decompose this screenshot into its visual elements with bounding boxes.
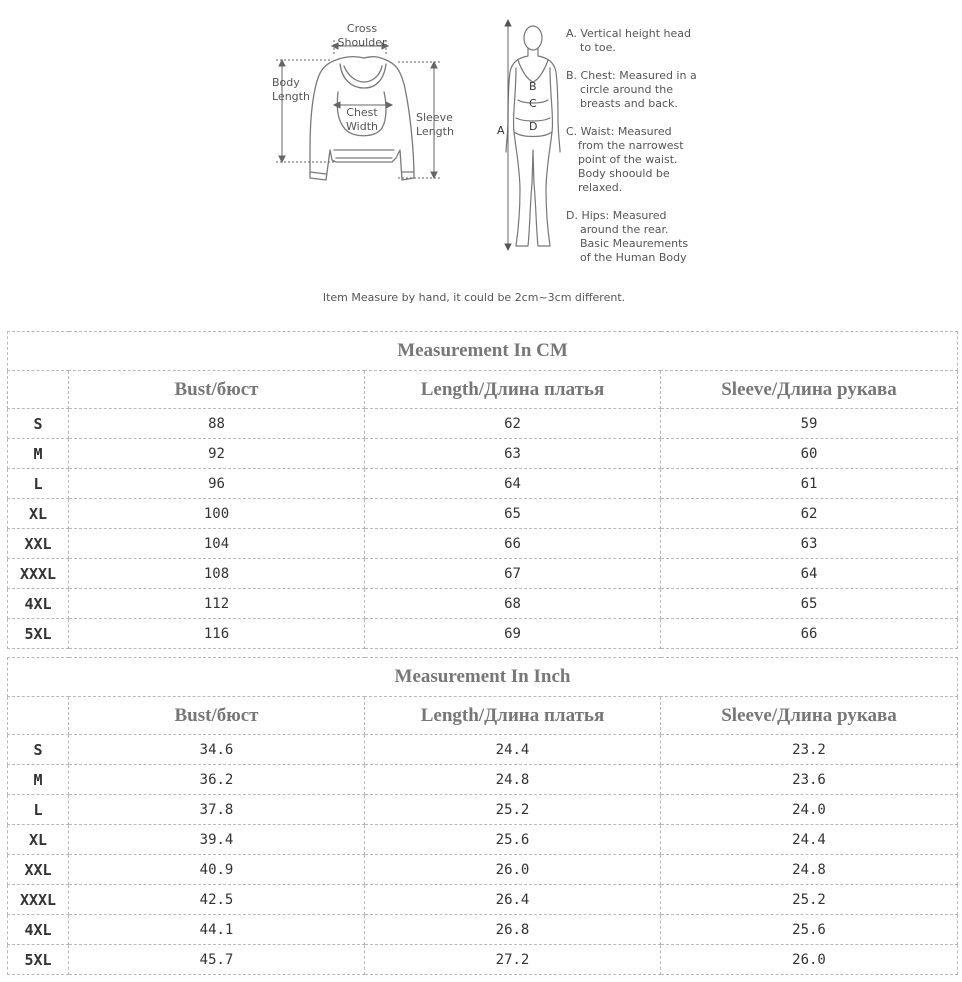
table-row xyxy=(8,439,958,469)
bust-cell: 116 xyxy=(69,619,365,649)
size-cell: XXL xyxy=(8,529,69,559)
size-cell: M xyxy=(8,439,69,469)
length-cell: 67 xyxy=(365,559,661,589)
length-header: Length/Длина платья xyxy=(365,371,661,409)
length-cell: 69 xyxy=(365,619,661,649)
sleeve-cell: 60 xyxy=(661,439,958,469)
size-cell: L xyxy=(8,469,69,499)
bust-cell: 104 xyxy=(69,529,365,559)
sleeve-cell: 24.8 xyxy=(661,855,958,885)
bust-header: Bust/бюст xyxy=(69,697,365,735)
bust-cell: 39.4 xyxy=(69,825,365,855)
table-caption: Measurement In Inch xyxy=(8,658,958,697)
sleeve-cell: 59 xyxy=(661,409,958,439)
sleeve-header: Sleeve/Длина рукава xyxy=(661,371,958,409)
length-cell: 65 xyxy=(365,499,661,529)
sleeve-cell: 61 xyxy=(661,469,958,499)
bust-cell: 45.7 xyxy=(69,945,365,975)
sleeve-cell: 63 xyxy=(661,529,958,559)
bust-cell: 92 xyxy=(69,439,365,469)
table-row xyxy=(8,825,958,855)
bust-cell: 112 xyxy=(69,589,365,619)
length-cell: 62 xyxy=(365,409,661,439)
sleeve-cell: 25.6 xyxy=(661,915,958,945)
sweater-collar xyxy=(340,64,386,88)
table-header-row xyxy=(8,371,958,409)
size-cell: XL xyxy=(8,825,69,855)
sweater-drawing xyxy=(0,0,962,320)
legend-d: D. Hips: Measured around the rear. Basic Meaurements of the Human Body xyxy=(566,209,689,264)
bust-cell: 36.2 xyxy=(69,765,365,795)
size-cell: S xyxy=(8,409,69,439)
sleeve-cell: 24.0 xyxy=(661,795,958,825)
sleeve-length-label: Sleeve Length xyxy=(416,111,454,138)
length-cell: 25.6 xyxy=(365,825,661,855)
sleeve-cell: 62 xyxy=(661,499,958,529)
marker-d: D xyxy=(529,120,538,133)
table-row xyxy=(8,499,958,529)
size-cell: 4XL xyxy=(8,915,69,945)
table-row xyxy=(8,409,958,439)
bust-cell: 40.9 xyxy=(69,855,365,885)
table-row xyxy=(8,765,958,795)
sleeve-cell: 26.0 xyxy=(661,945,958,975)
table-row xyxy=(8,945,958,975)
length-cell: 24.8 xyxy=(365,765,661,795)
size-cell: XXXL xyxy=(8,885,69,915)
length-cell: 24.4 xyxy=(365,735,661,765)
marker-c: C xyxy=(529,97,537,110)
legend-b: B. Chest: Measured in a circle around the breasts and back. xyxy=(566,69,697,110)
table-header-row xyxy=(8,697,958,735)
table-caption-row xyxy=(8,332,958,371)
sleeve-cell: 24.4 xyxy=(661,825,958,855)
cm-size-table xyxy=(7,331,958,649)
length-cell: 27.2 xyxy=(365,945,661,975)
marker-b: B xyxy=(529,80,537,93)
table-row xyxy=(8,619,958,649)
length-cell: 26.0 xyxy=(365,855,661,885)
size-cell: S xyxy=(8,735,69,765)
cross-shoulder-label: Cross Shoulder xyxy=(337,22,387,49)
size-cell: 4XL xyxy=(8,589,69,619)
size-cell: XL xyxy=(8,499,69,529)
sleeve-cell: 65 xyxy=(661,589,958,619)
sleeve-cell: 25.2 xyxy=(661,885,958,915)
length-cell: 68 xyxy=(365,589,661,619)
size-cell: 5XL xyxy=(8,945,69,975)
length-cell: 26.4 xyxy=(365,885,661,915)
length-cell: 64 xyxy=(365,469,661,499)
size-cell: M xyxy=(8,765,69,795)
chest-width-label: Chest Width xyxy=(346,106,378,133)
bust-cell: 34.6 xyxy=(69,735,365,765)
table-row xyxy=(8,735,958,765)
size-cell: XXXL xyxy=(8,559,69,589)
legend-a: A. Vertical height head to toe. xyxy=(566,27,692,54)
table-row xyxy=(8,915,958,945)
bust-cell: 96 xyxy=(69,469,365,499)
length-cell: 63 xyxy=(365,439,661,469)
table-row xyxy=(8,795,958,825)
sleeve-cell: 23.6 xyxy=(661,765,958,795)
bust-cell: 44.1 xyxy=(69,915,365,945)
sleeve-cell: 64 xyxy=(661,559,958,589)
table-caption-row xyxy=(8,658,958,697)
table-row xyxy=(8,589,958,619)
table-caption: Measurement In CM xyxy=(8,332,958,371)
size-header xyxy=(8,371,69,409)
bust-cell: 37.8 xyxy=(69,795,365,825)
inch-size-table xyxy=(7,657,958,975)
length-cell: 26.8 xyxy=(365,915,661,945)
bust-cell: 108 xyxy=(69,559,365,589)
sleeve-cell: 66 xyxy=(661,619,958,649)
table-row xyxy=(8,529,958,559)
measurement-note: Item Measure by hand, it could be 2cm~3cm different. xyxy=(322,291,626,304)
measurement-illustration xyxy=(0,0,962,320)
marker-a: A xyxy=(497,124,505,137)
human-figure xyxy=(506,26,560,246)
table-row xyxy=(8,855,958,885)
sleeve-cell: 23.2 xyxy=(661,735,958,765)
size-cell: XXL xyxy=(8,855,69,885)
length-header: Length/Длина платья xyxy=(365,697,661,735)
bust-cell: 42.5 xyxy=(69,885,365,915)
size-header xyxy=(8,697,69,735)
size-cell: L xyxy=(8,795,69,825)
length-cell: 25.2 xyxy=(365,795,661,825)
bust-cell: 88 xyxy=(69,409,365,439)
length-cell: 66 xyxy=(365,529,661,559)
sleeve-header: Sleeve/Длина рукава xyxy=(661,697,958,735)
size-cell: 5XL xyxy=(8,619,69,649)
legend-c: C. Waist: Measured from the narrowest point of the waist. Body shoould be relaxed. xyxy=(566,125,684,194)
bust-cell: 100 xyxy=(69,499,365,529)
table-row xyxy=(8,885,958,915)
table-row xyxy=(8,559,958,589)
body-length-label: Body Length xyxy=(272,76,310,103)
table-row xyxy=(8,469,958,499)
bust-header: Bust/бюст xyxy=(69,371,365,409)
